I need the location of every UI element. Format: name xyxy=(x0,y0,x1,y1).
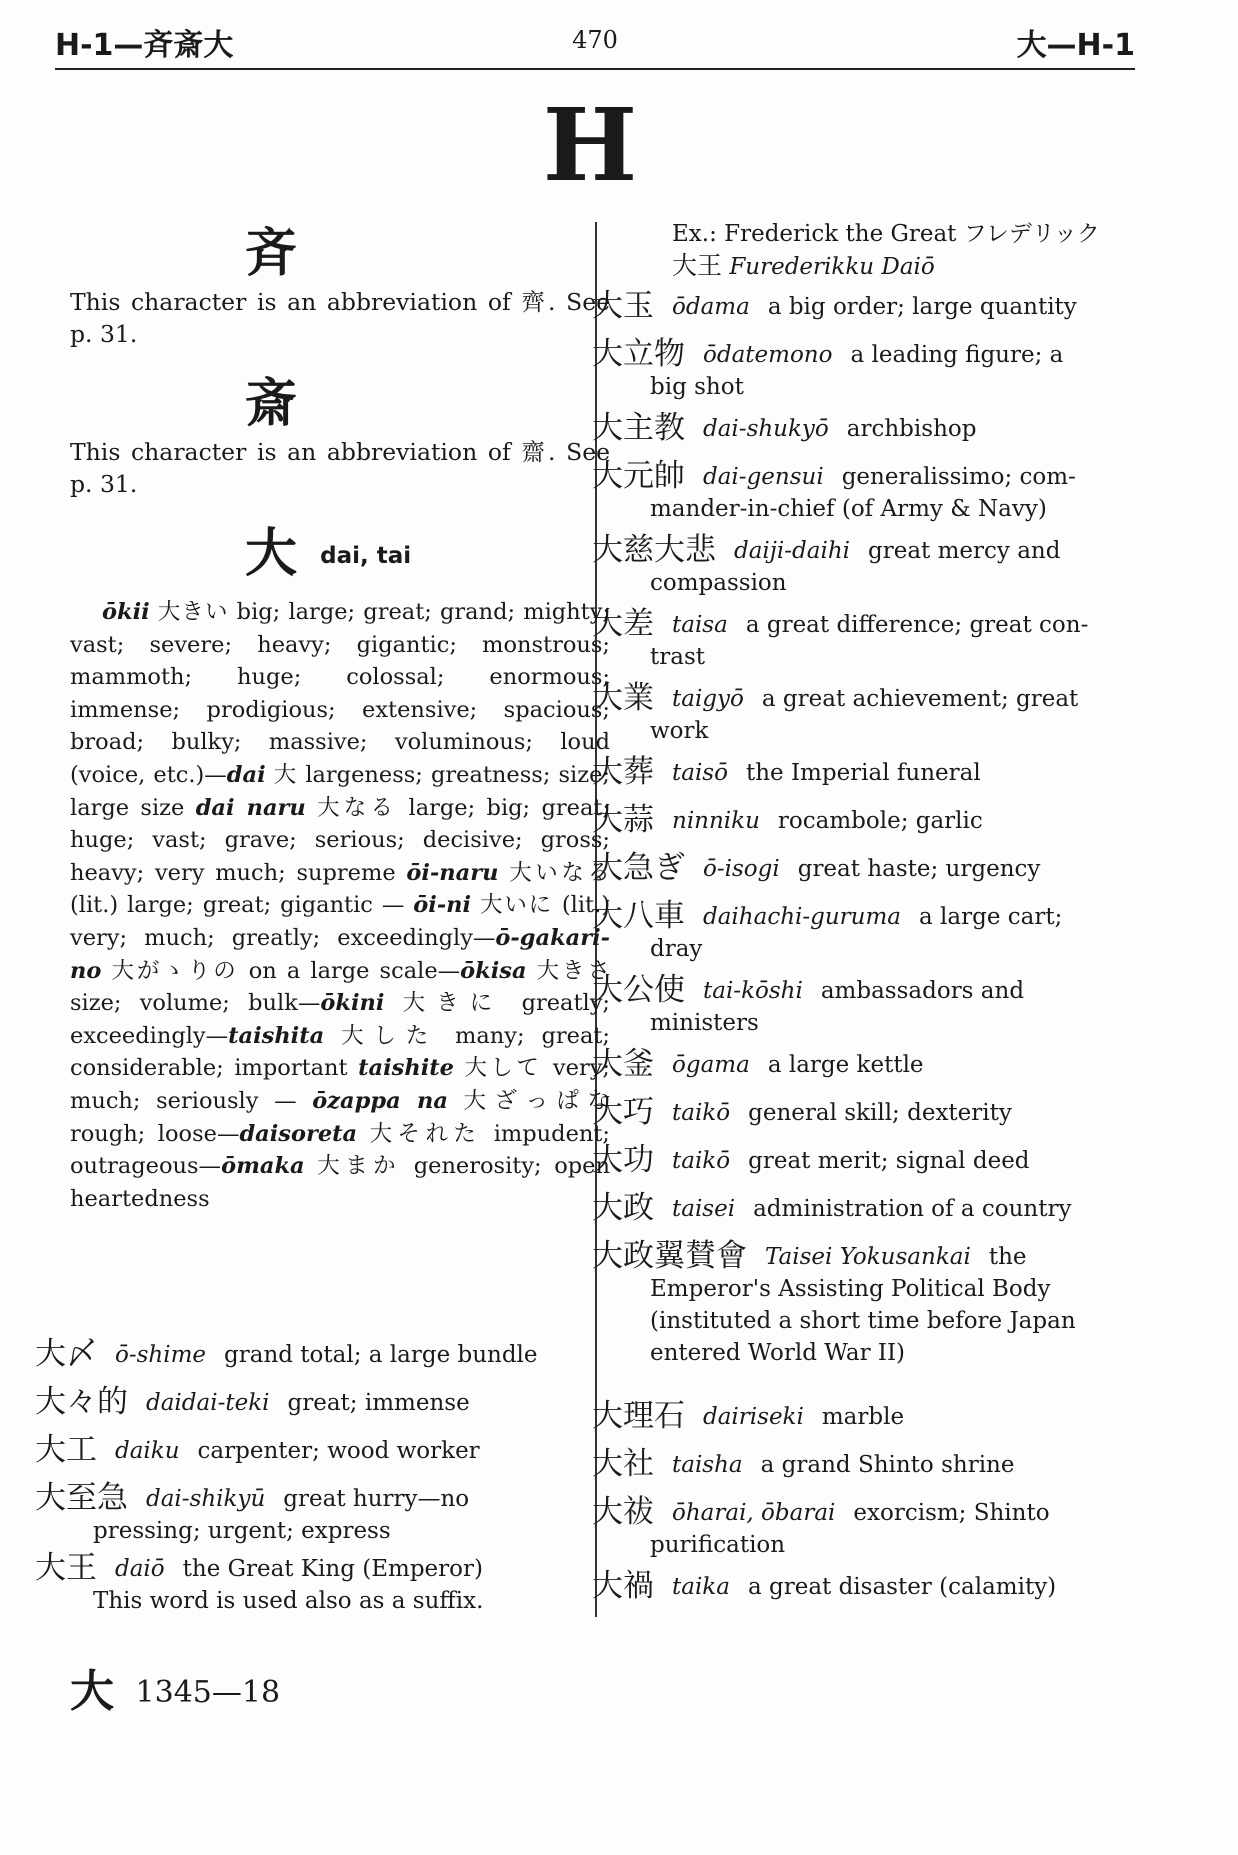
entry-definition: the Imperial funeral xyxy=(745,760,981,786)
entry-kanji: 大蒜 xyxy=(592,802,654,838)
entry-definition: grand total; a large bundle xyxy=(224,1342,538,1368)
definition-text: 大きさ size; volume; bulk— xyxy=(70,957,610,1017)
entry-definition: marble xyxy=(821,1404,905,1430)
entry-kanji: 大工 xyxy=(35,1432,97,1468)
entry-kanji: 大王 xyxy=(35,1550,97,1586)
kanji-heading-1: 斉 xyxy=(245,223,298,284)
entry-kanji: 大功 xyxy=(592,1142,654,1178)
dictionary-entry xyxy=(592,412,1132,445)
dictionary-entry xyxy=(592,1496,1132,1561)
entry-kanji: 大祓 xyxy=(592,1494,654,1530)
dai-readings: dai, tai xyxy=(320,543,412,569)
dictionary-entry xyxy=(35,1386,580,1419)
entry-definition: a great difference; great con- xyxy=(745,612,1089,638)
entry-reading: daiji-daihi xyxy=(734,538,851,564)
entry-reading: ōdatemono xyxy=(703,342,833,368)
definition-text: 大ざっぱな rough; loose— xyxy=(70,1087,610,1147)
entry-definition: a great disaster (calamity) xyxy=(747,1574,1057,1600)
romanized-term: ōzappa na xyxy=(312,1087,448,1114)
entry-definition: great haste; urgency xyxy=(797,856,1041,882)
dictionary-entry xyxy=(592,1448,1132,1481)
romanized-term: ōkini xyxy=(320,990,385,1017)
entry-definition: the xyxy=(988,1244,1027,1270)
entry-definition: great; immense xyxy=(287,1390,470,1416)
ref-text: . See p. 31. xyxy=(70,288,611,348)
entry-reading: ōgama xyxy=(672,1052,750,1078)
entry-reading: ō-isogi xyxy=(703,856,780,882)
ref-text: . See p. 31. xyxy=(70,438,611,498)
entry-continuation: mander-in-chief (of Army & Navy) xyxy=(650,496,1047,522)
definition-text: 大がゝりの on a large scale— xyxy=(101,957,461,984)
dictionary-entry xyxy=(35,1552,580,1617)
note-text: This character is an abbreviation of xyxy=(70,288,511,316)
definition-text: 大まか generosity; open heartedness xyxy=(70,1153,610,1212)
dictionary-entry xyxy=(592,460,1132,525)
definition-text: 大して very; much; seriously — xyxy=(70,1055,610,1114)
entry-definition: archbishop xyxy=(846,416,977,442)
entry-kanji: 大葬 xyxy=(592,754,654,790)
entry-continuation: ministers xyxy=(650,1010,759,1036)
entry-reading: dai-shikyū xyxy=(146,1486,266,1512)
dictionary-entry xyxy=(592,1400,1132,1433)
entry-reading: dairiseki xyxy=(703,1404,804,1430)
entry-reading: taika xyxy=(672,1574,730,1600)
entry-kanji: 大元帥 xyxy=(592,458,685,494)
entry-reading: taisō xyxy=(672,760,728,786)
dictionary-entry xyxy=(592,1240,1132,1369)
header-left: H-1—斉斎大 xyxy=(55,28,234,63)
romanized-term: ōkii xyxy=(102,599,150,625)
definition-text: 大した many; great; considerable; important xyxy=(70,1022,610,1082)
entry-definition: a grand Shinto shrine xyxy=(760,1452,1015,1478)
dictionary-entry xyxy=(592,1192,1132,1225)
abbreviation-note-2 xyxy=(70,436,610,500)
page-number: 470 xyxy=(572,26,618,54)
entry-kanji: 大社 xyxy=(592,1446,654,1482)
entry-definition: administration of a country xyxy=(753,1196,1072,1222)
entry-kanji: 大禍 xyxy=(592,1568,654,1604)
entry-kanji: 大理石 xyxy=(592,1398,685,1434)
dai-kanji: 大 xyxy=(245,523,298,584)
entry-definition: a large cart; xyxy=(919,904,1063,930)
entry-reading: tai-kōshi xyxy=(703,978,803,1004)
dictionary-entry xyxy=(592,974,1132,1039)
entry-kanji: 大立物 xyxy=(592,336,685,372)
dictionary-entry xyxy=(592,1144,1132,1177)
entry-definition: rocambole; garlic xyxy=(777,808,983,834)
dictionary-entry xyxy=(35,1434,580,1467)
entry-reading: ō-shime xyxy=(115,1342,207,1368)
romanized-term: ō-gakari-no xyxy=(70,924,610,984)
dictionary-entry xyxy=(35,1482,580,1547)
romanized-term: taishite xyxy=(358,1055,454,1082)
dictionary-entry xyxy=(592,608,1132,673)
romanized-term: daisoreta xyxy=(239,1120,358,1147)
entry-kanji: 大玉 xyxy=(592,288,654,324)
dictionary-entry xyxy=(592,1048,1132,1081)
dictionary-entry xyxy=(592,290,1132,323)
entry-kanji: 大差 xyxy=(592,606,654,642)
romanized-term: ōkisa xyxy=(460,957,527,984)
entry-kanji: 大公使 xyxy=(592,972,685,1008)
entry-kanji: 大八車 xyxy=(592,898,685,934)
entry-definition: great hurry—no xyxy=(283,1486,470,1512)
header-right: 大—H-1 xyxy=(1016,28,1135,63)
entry-reading: daiku xyxy=(115,1438,180,1464)
entry-continuation: purification xyxy=(650,1532,786,1558)
page-footer xyxy=(70,1655,280,1719)
definition-text: 大いに (lit.) very; much; greatly; exceedingly— xyxy=(70,892,610,951)
entry-continuation: trast xyxy=(650,644,705,670)
entry-reading: dai-shukyō xyxy=(703,416,829,442)
entry-definition: great merit; signal deed xyxy=(748,1148,1030,1174)
dictionary-entry xyxy=(592,852,1132,885)
entry-continuation: work xyxy=(650,718,709,744)
entry-kanji: 大業 xyxy=(592,680,654,716)
example-text: Ex.: Frederick the Great フレデリック xyxy=(672,221,1100,247)
entry-definition: a leading figure; a xyxy=(850,342,1064,368)
entry-reading: taisha xyxy=(672,1452,743,1478)
footer-code: 1345—18 xyxy=(135,1675,281,1710)
entry-reading: ninniku xyxy=(672,808,760,834)
romanized-term: dai naru xyxy=(195,794,306,821)
entry-continuation: Emperor's Assisting Political Body (instituted a short time before Japan entered World War II) xyxy=(650,1276,1076,1366)
romanized-term: ōmaka xyxy=(221,1153,305,1180)
entry-definition: great mercy and xyxy=(868,538,1061,564)
dictionary-entry xyxy=(592,900,1132,965)
entry-kanji: 大政 xyxy=(592,1190,654,1226)
entry-kanji: 大巧 xyxy=(592,1094,654,1130)
entry-continuation: pressing; urgent; express xyxy=(93,1518,391,1544)
definition-text: 大きに greatly; exceedingly— xyxy=(70,990,610,1049)
entry-reading: Taisei Yokusankai xyxy=(765,1244,971,1270)
entry-continuation: This word is used also as a suffix. xyxy=(93,1588,484,1614)
footer-kanji: 大 xyxy=(70,1666,114,1717)
ref-kanji: 齊 xyxy=(521,288,548,316)
entry-definition: a large kettle xyxy=(767,1052,924,1078)
ref-kanji: 齋 xyxy=(521,438,548,466)
entry-continuation: compassion xyxy=(650,570,787,596)
example-line xyxy=(672,218,1127,283)
entry-kanji: 大慈大悲 xyxy=(592,532,716,568)
romanized-term: taishita xyxy=(228,1022,325,1049)
entry-reading: taisei xyxy=(672,1196,736,1222)
entry-continuation: dray xyxy=(650,936,703,962)
page-header xyxy=(55,14,1135,70)
entry-reading: taikō xyxy=(672,1148,731,1174)
entry-reading: daihachi-guruma xyxy=(703,904,902,930)
dictionary-entry xyxy=(592,682,1132,747)
example-reading: Furederikku Daiō xyxy=(729,254,935,280)
dictionary-entry xyxy=(592,338,1132,403)
definition-text: 大きい big; large; great; grand; mighty; vast; severe; heavy; gigantic; monstrous; mammoth; huge; colossal; enormous; immense; prodigious; extensive; spacious; broad; bulky; massive; voluminous; loud (voice, etc.)— xyxy=(70,599,610,788)
entry-definition: exorcism; Shinto xyxy=(853,1500,1050,1526)
entry-definition: generalissimo; com- xyxy=(841,464,1076,490)
entry-definition: general skill; dexterity xyxy=(748,1100,1012,1126)
dai-heading xyxy=(245,523,412,584)
entry-reading: taisa xyxy=(672,612,728,638)
entry-kanji: 大政翼賛會 xyxy=(592,1238,747,1274)
entry-kanji: 大釜 xyxy=(592,1046,654,1082)
definition-text: 大 largeness; greatness; size; large size xyxy=(70,761,610,821)
entry-definition: ambassadors and xyxy=(820,978,1025,1004)
example-kanji: 大王 xyxy=(672,251,723,280)
definition-text: 大それた impudent; outrageous— xyxy=(70,1120,610,1180)
definition-text: 大いなる (lit.) large; great; gigantic — xyxy=(70,859,610,919)
entry-definition: a big order; large quantity xyxy=(767,294,1077,320)
entry-reading: taigyō xyxy=(672,686,744,712)
entry-kanji: 大至急 xyxy=(35,1480,128,1516)
section-letter: H xyxy=(542,86,638,204)
kanji-heading-2: 斎 xyxy=(245,373,298,434)
dictionary-entry xyxy=(35,1338,580,1371)
romanized-term: ōi-naru xyxy=(406,859,499,886)
definition-text: 大なる large; big; great; huge; vast; grave; serious; decisive; gross; heavy; very much; supreme xyxy=(70,794,610,886)
entry-kanji: 大急ぎ xyxy=(592,850,685,886)
entry-definition: the Great King (Emperor) xyxy=(182,1556,483,1582)
entry-reading: daidai-teki xyxy=(146,1390,270,1416)
entry-kanji: 大〆 xyxy=(35,1336,97,1372)
entry-reading: dai-gensui xyxy=(703,464,824,490)
entry-definition: a great achievement; great xyxy=(761,686,1079,712)
romanized-term: dai xyxy=(226,761,266,788)
dai-definition-body xyxy=(70,596,610,1215)
entry-reading: ōdama xyxy=(672,294,750,320)
entry-reading: taikō xyxy=(672,1100,731,1126)
entry-kanji: 大々的 xyxy=(35,1384,128,1420)
entry-reading: daiō xyxy=(115,1556,165,1582)
romanized-term: ōi-ni xyxy=(413,892,472,919)
dictionary-entry xyxy=(592,534,1132,599)
abbreviation-note-1 xyxy=(70,286,610,350)
entry-definition: carpenter; wood worker xyxy=(197,1438,480,1464)
dictionary-entry xyxy=(592,1096,1132,1129)
dictionary-entry xyxy=(592,804,1132,837)
note-text: This character is an abbreviation of xyxy=(70,438,511,466)
entry-kanji: 大主教 xyxy=(592,410,685,446)
dictionary-entry xyxy=(592,756,1132,789)
entry-reading: ōharai, ōbarai xyxy=(672,1500,836,1526)
dictionary-entry xyxy=(592,1570,1132,1603)
entry-continuation: big shot xyxy=(650,374,744,400)
